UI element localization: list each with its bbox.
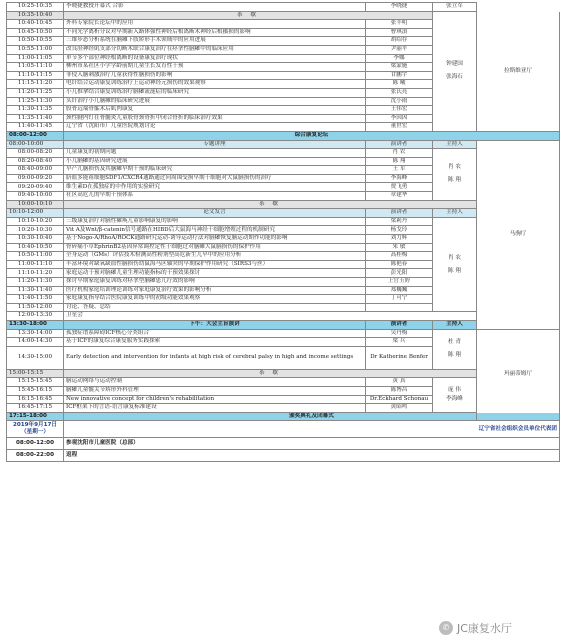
speaker-cell: 沈小雨 bbox=[366, 97, 433, 106]
speaker-cell: 李晓捷 bbox=[366, 3, 433, 12]
topic-cell: 电针结合运动康复训练治疗上运动神经元损伤的效果观察 bbox=[64, 80, 366, 89]
speaker-cell: 胡绍存 bbox=[366, 37, 433, 46]
time-cell: 17:15-18:00 bbox=[7, 412, 64, 421]
topic-cell: 儿童康复的初期问题 bbox=[64, 149, 366, 158]
time-cell: 08:00-12:00 bbox=[7, 438, 64, 450]
topic-cell: 非侵入脑刺激治疗儿童获得性脑损伤的影响 bbox=[64, 71, 366, 80]
topic-cell: 三级康复治疗对脑性瘫痪儿童影响康复的影响 bbox=[64, 217, 366, 226]
topic-cell: 改良胫神经肌支部分切断术联合康复治疗在痉挛性脑瘫中的临床应用 bbox=[64, 45, 366, 54]
topic-cell: 返程 bbox=[64, 450, 560, 462]
table-row bbox=[7, 438, 560, 450]
section-title: 下午：大会主旨演讲 bbox=[64, 320, 366, 329]
time-cell: 11:10-11:15 bbox=[7, 71, 64, 80]
lunch-label: 卫星会 bbox=[64, 312, 477, 321]
topic-cell: 外科专家院长论坛中的应用 bbox=[64, 20, 366, 29]
topic-cell: 基于Nogo-A/RhoA/ROCK通路研究运动-诱导运动疗法对脑瘫恢复脑运动期作功能的影响 bbox=[64, 235, 366, 244]
time-cell: 10:35-10:40 bbox=[7, 11, 64, 20]
venue-cell: 拉斯维亚厅 bbox=[477, 11, 560, 131]
subsection-title: 论文发言 bbox=[64, 209, 366, 218]
time-cell: 08:20-08:40 bbox=[7, 157, 64, 166]
topic-cell: Early detection and intervention for infants at high risk of cerebral palsy in high and income settings bbox=[64, 346, 366, 369]
chair-cell: 肖 农 陈 翔 bbox=[433, 149, 477, 201]
time-cell: 10:10-10:20 bbox=[7, 217, 64, 226]
speaker-cell: 董世宏 bbox=[366, 123, 433, 132]
time-cell: 10:45-10:50 bbox=[7, 28, 64, 37]
topic-cell: 医疗机构家庭培训理论训练对家庭康复治疗效果的影响分析 bbox=[64, 286, 366, 295]
chair-cell: 钟建国 张海石 bbox=[433, 11, 477, 131]
speaker-cell bbox=[366, 303, 433, 312]
chair-header: 主持人 bbox=[433, 140, 477, 149]
topic-cell: 单节多个部位神经根离断的设备康复治疗现状 bbox=[64, 54, 366, 63]
speaker-cell: 肖 农 bbox=[366, 149, 433, 158]
speaker-cell: 杨戈玲 bbox=[366, 226, 433, 235]
topic-cell: 探讨早期家庭康复训练对痉挛型脑瘫患儿疗效的影响 bbox=[64, 278, 366, 287]
topic-cell: New innovative concept for children's rehabilitation bbox=[64, 395, 366, 404]
time-cell: 13:30-14:00 bbox=[7, 329, 64, 338]
section-title: 综合康复论坛 bbox=[64, 131, 560, 140]
speaker-header: 演讲者 bbox=[366, 140, 433, 149]
time-cell: 16:45-17:15 bbox=[7, 404, 64, 413]
speaker-cell: Dr Katherine Benfer bbox=[366, 346, 433, 369]
time-cell: 11:35-11:40 bbox=[7, 114, 64, 123]
topic-cell: 脐血多能祖细胞SDF1/CXCR4通路通过向周围受损早期干细胞对大鼠脑损伤的治疗 bbox=[64, 174, 366, 183]
time-cell: 14:00-14:30 bbox=[7, 338, 64, 347]
watermark-text: JC康复水厅 bbox=[457, 622, 512, 635]
time-cell: 11:00-11:05 bbox=[7, 54, 64, 63]
wechat-icon: ✆ bbox=[439, 621, 453, 635]
speaker-cell: 曹琪滇 bbox=[366, 28, 433, 37]
time-cell: 12:00-13:30 bbox=[7, 312, 64, 321]
break-row bbox=[7, 11, 560, 20]
speaker-cell: 黄 真 bbox=[366, 378, 433, 387]
topic-cell: 股骨远端骨骺术后肌肉康复 bbox=[64, 106, 366, 115]
topic-cell: 李晓捷教授开幕式 合影 bbox=[64, 3, 366, 12]
section-row bbox=[7, 412, 560, 421]
time-cell: 15:00-15:15 bbox=[7, 369, 64, 378]
break-label: 茶 歇 bbox=[64, 11, 433, 20]
topic-cell: 头针治疗小儿脑瘫的临床研究进展 bbox=[64, 97, 366, 106]
topic-cell: 讨论、答疑、总结 bbox=[64, 303, 366, 312]
topic-cell: 基于ICF的康复综合康复服务实践探索 bbox=[64, 338, 366, 347]
time-cell: 11:40-11:45 bbox=[7, 123, 64, 132]
speaker-cell: 黄昭鸣 bbox=[366, 404, 433, 413]
schedule-table bbox=[6, 2, 560, 462]
topic-cell: ICF框架下的言语-语言康复标准建设 bbox=[64, 404, 366, 413]
speaker-cell: 丁可宁 bbox=[366, 295, 433, 304]
speaker-cell: 刘力辉 bbox=[366, 235, 433, 244]
time-cell: 09:40-10:00 bbox=[7, 192, 64, 201]
topic-cell: 全身运动（GMs）评估技术检测高性粉剂型高危新生儿早中的应用分析 bbox=[64, 252, 366, 261]
time-cell: 11:20-11:30 bbox=[7, 278, 64, 287]
topic-cell: 参观沈阳市儿童医院（总部） bbox=[64, 438, 560, 450]
speaker-cell: 郑巍巍 bbox=[366, 286, 433, 295]
time-cell: 15:45-16:15 bbox=[7, 386, 64, 395]
section-row bbox=[7, 131, 560, 140]
speaker-cell: 李因因 bbox=[366, 114, 433, 123]
venue-cell: 马驹厅 bbox=[477, 140, 560, 329]
speaker-header: 演讲者 bbox=[366, 320, 433, 329]
speaker-cell: 高桂梅 bbox=[366, 252, 433, 261]
time-cell: 11:50-12:00 bbox=[7, 303, 64, 312]
speaker-cell: 上官玉婷 bbox=[366, 278, 433, 287]
time-cell: 10:10-12:00 bbox=[7, 209, 64, 218]
time-cell: 10:40-10:45 bbox=[7, 20, 64, 29]
time-cell: 10:55-11:00 bbox=[7, 45, 64, 54]
topic-cell: 三维步态分析系统在脑瘫下肢矫形手术领域中的应用进展 bbox=[64, 37, 366, 46]
topic-cell: 脑运动网络与运动控制 bbox=[64, 378, 366, 387]
time-cell: 13:30-18:00 bbox=[7, 320, 64, 329]
section-title: 颁奖典礼及闭幕式 bbox=[64, 412, 560, 421]
speaker-cell: 陈 曦 bbox=[366, 80, 433, 89]
topic-cell: 社区高危儿的早期干预体系 bbox=[64, 192, 366, 201]
time-cell: 11:20-11:25 bbox=[7, 88, 64, 97]
topic-cell: 不同光学离析分议对早期新入路体强性神经后根离断术神经后根摄损的影响 bbox=[64, 28, 366, 37]
speaker-cell: 章建华 bbox=[366, 192, 433, 201]
speaker-cell: 吴丹梅 bbox=[366, 329, 433, 338]
time-cell: 08:00-22:00 bbox=[7, 450, 64, 462]
chair-header: 主持人 bbox=[433, 320, 477, 329]
time-cell: 14:30-15:00 bbox=[7, 346, 64, 369]
time-cell: 10:25-10:35 bbox=[7, 3, 64, 12]
topic-cell: 早产儿脑损伤及其脑瘫早期干预的临床研究 bbox=[64, 166, 366, 175]
time-cell: 10:00-10:10 bbox=[7, 200, 64, 209]
topic-cell: 小儿推拿结合康复训练治疗脑瘫流涎症的临床研究 bbox=[64, 88, 366, 97]
speaker-cell: 张丰明 bbox=[366, 20, 433, 29]
table-row bbox=[7, 3, 560, 12]
speaker-cell: 梁 兵 bbox=[366, 338, 433, 347]
table-row bbox=[7, 329, 560, 338]
speaker-cell: 陈艳春 bbox=[366, 260, 433, 269]
time-cell: 10:30-10:40 bbox=[7, 235, 64, 244]
time-cell: 10:40-10:50 bbox=[7, 243, 64, 252]
time-cell: 11:40-11:50 bbox=[7, 295, 64, 304]
break-label: 茶 歇 bbox=[64, 369, 477, 378]
speaker-cell: 陈 翔 bbox=[366, 157, 433, 166]
topic-cell: 孤独症谱系障碍ICF核心分类组合 bbox=[64, 329, 366, 338]
chair-cell: 肖 农 陈 翔 bbox=[433, 217, 477, 312]
venue-cell: 玛丽蒂姆厅 bbox=[477, 329, 560, 421]
table-row bbox=[7, 450, 560, 462]
chair-cell: 庞 伟 李海峰 bbox=[433, 378, 477, 412]
topic-cell: 家庭康复指导结合医院康复训练中的初级功能效果观察 bbox=[64, 295, 366, 304]
chair-cell: 张立军 bbox=[433, 3, 477, 12]
speaker-cell: 王伟宏 bbox=[366, 106, 433, 115]
time-cell: 11:00-11:10 bbox=[7, 260, 64, 269]
speaker-cell: 甘鹏宇 bbox=[366, 71, 433, 80]
topic-cell: 柳州市某社区小学学龄前期儿童生长发育性干预 bbox=[64, 63, 366, 72]
time-cell: 11:15-11:20 bbox=[7, 80, 64, 89]
day-row bbox=[7, 421, 560, 438]
topic-cell: Vit A及Wnt/β-catenin信号通路在HIBD后大鼠海马神经干细胞增殖过程的机制研究 bbox=[64, 226, 366, 235]
time-cell: 09:00-09:20 bbox=[7, 174, 64, 183]
watermark bbox=[439, 620, 555, 636]
time-cell: 10:20-10:30 bbox=[7, 226, 64, 235]
time-cell: 08:40-09:00 bbox=[7, 166, 64, 175]
speaker-cell: 梁莉丹 bbox=[366, 217, 433, 226]
topic-cell: 辽宁省（沈阳市）儿童医院规划讨论 bbox=[64, 123, 366, 132]
time-cell: 11:30-11:40 bbox=[7, 286, 64, 295]
date-cell: 2019年9月17日 （星期一） bbox=[7, 421, 64, 438]
time-cell: 11:25-11:30 bbox=[7, 97, 64, 106]
speaker-cell: 李娜 bbox=[366, 54, 433, 63]
time-cell: 11:30-11:35 bbox=[7, 106, 64, 115]
speaker-cell: 李海峰 bbox=[366, 174, 433, 183]
topic-cell: 小儿脑瘫的基因研究进展 bbox=[64, 157, 366, 166]
speaker-cell: 张氏亮 bbox=[366, 88, 433, 97]
time-cell: 08:00-12:00 bbox=[7, 131, 64, 140]
speaker-cell: 彭光阳 bbox=[366, 269, 433, 278]
topic-cell: 维生素D在孤独症的中作用的实验研究 bbox=[64, 183, 366, 192]
subsection-row bbox=[7, 140, 560, 149]
time-cell: 16:15-16:45 bbox=[7, 395, 64, 404]
speaker-header: 演讲者 bbox=[366, 209, 433, 218]
break-label: 茶 歇 bbox=[64, 200, 477, 209]
time-cell: 15:15-15:45 bbox=[7, 378, 64, 387]
speaker-cell: Dr.Eckhard Schonau bbox=[366, 395, 433, 404]
speaker-cell: 陈博昌 bbox=[366, 386, 433, 395]
time-cell: 10:50-10:55 bbox=[7, 37, 64, 46]
speaker-cell: 尹丽平 bbox=[366, 45, 433, 54]
speaker-cell: 贾飞勇 bbox=[366, 183, 433, 192]
time-cell: 08:00-10:00 bbox=[7, 140, 64, 149]
topic-cell: 骨碎痛小草EphrinB2基因异常调控定性于细胞过对脑瘫大鼠脑损伤的保护作用 bbox=[64, 243, 366, 252]
topic-cell: 颈性腱内钉在骨髓炎儿童股骨颈骨折中闭合骨折的临床治疗效果 bbox=[64, 114, 366, 123]
time-cell: 09:20-09:40 bbox=[7, 183, 64, 192]
time-cell: 11:10-11:20 bbox=[7, 269, 64, 278]
speaker-cell: 梁蒙施 bbox=[366, 63, 433, 72]
time-cell: 08:00-08:20 bbox=[7, 149, 64, 158]
subsection-title: 专题讲座 bbox=[64, 140, 366, 149]
topic-cell: 脑瘫儿童髋关节矫形外科管理 bbox=[64, 386, 366, 395]
speaker-cell: 王 军 bbox=[366, 166, 433, 175]
time-cell: 11:05-11:10 bbox=[7, 63, 64, 72]
chair-cell: 杜 青 陈 翔 bbox=[433, 329, 477, 369]
day-title: 辽宁省社会组织会员单位代表团 bbox=[64, 421, 560, 438]
speaker-cell: 朱 敏 bbox=[366, 243, 433, 252]
time-cell: 10:50-11:00 bbox=[7, 252, 64, 261]
topic-cell: 丰富环境对缺氧缺血性脑损伤幼鼠海马区轴突的早期保护作用研究（SIRS3与丝） bbox=[64, 260, 366, 269]
chair-header: 主持人 bbox=[433, 209, 477, 218]
topic-cell: 家庭运动干预对脑瘫儿童生理功能指标的干预效果探讨 bbox=[64, 269, 366, 278]
